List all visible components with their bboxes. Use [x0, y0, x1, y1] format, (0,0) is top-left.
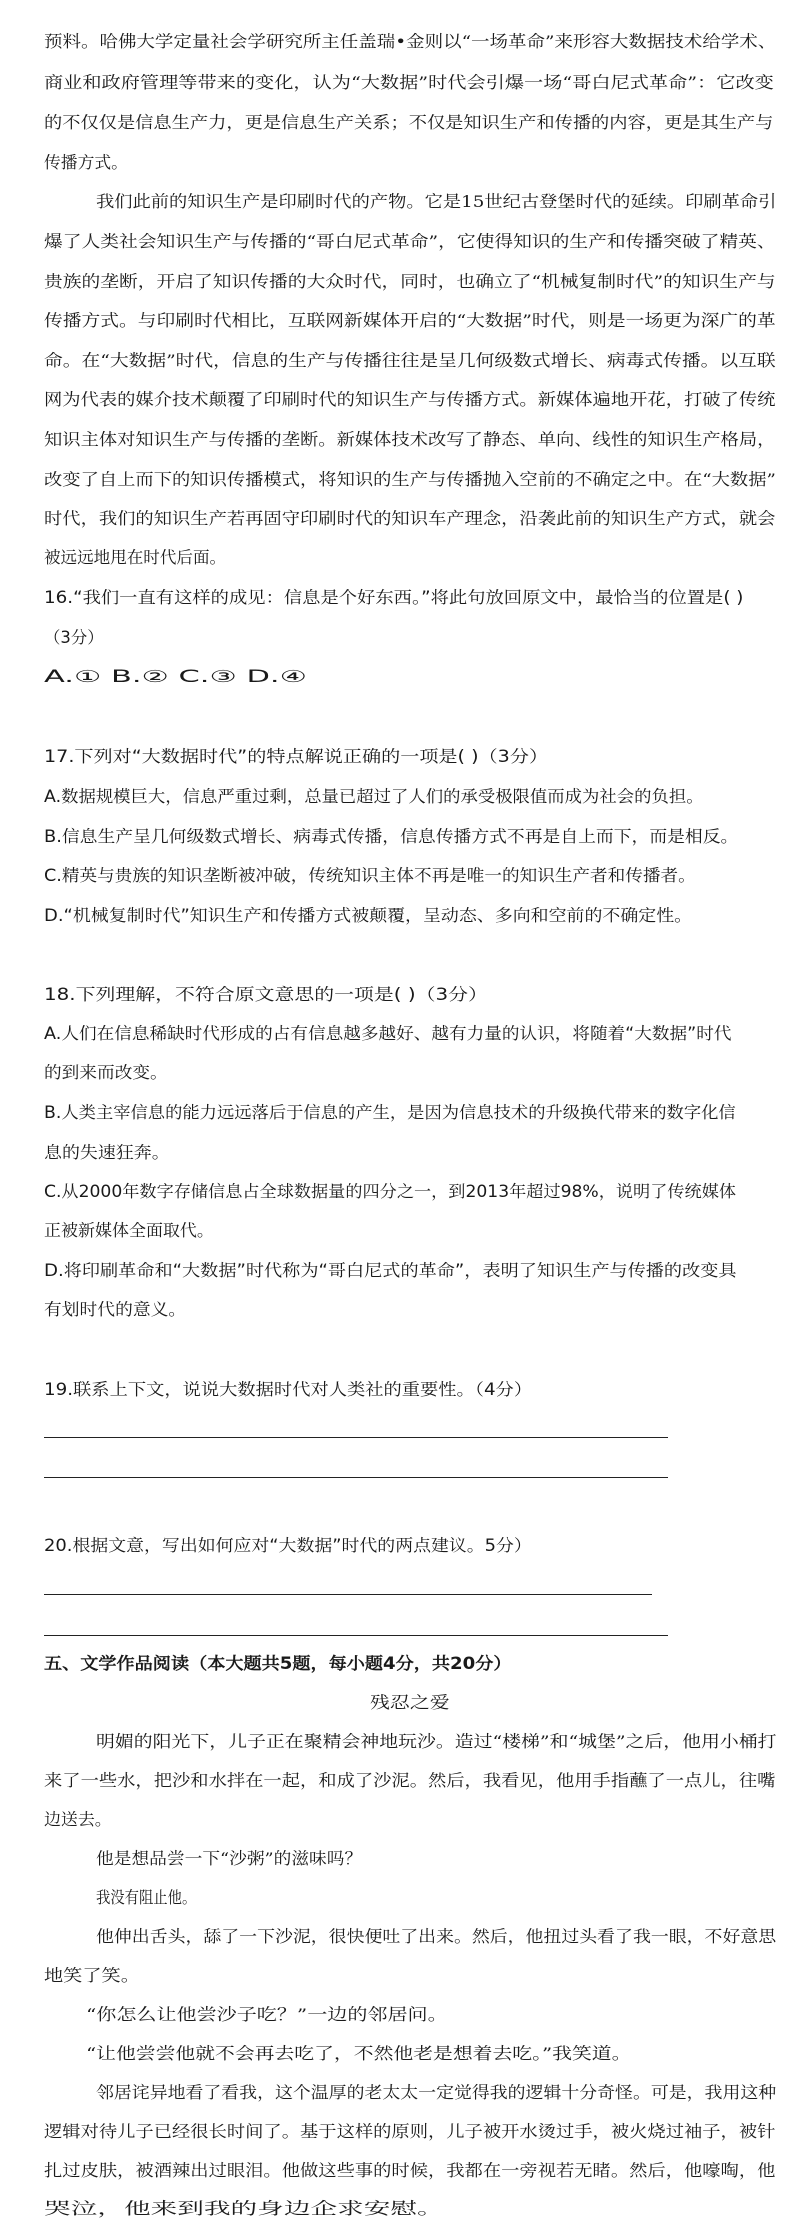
- passage-line: 传播方式。: [44, 153, 128, 172]
- passage-line: 预料。哈佛大学定量社会学研究所主任盖瑞•金则以“一场革命”来形容大数据技术给学术、: [44, 32, 777, 51]
- story-line: 边送去。: [44, 1810, 112, 1829]
- question-18-option-b-cont: 息的失速狂奔。: [44, 1143, 170, 1162]
- story-line: “你怎么让他尝沙子吃？”一边的邻居问。: [86, 2005, 448, 2024]
- story-line: 邻居诧异地看了看我，这个温厚的老太太一定觉得我的逻辑十分奇怪。可是，我用这种: [96, 2083, 777, 2102]
- section-heading: 五、文学作品阅读（本大题共5题，每小题4分，共20分）: [44, 1654, 512, 1673]
- question-16-options: A.① B.② C.③ D.④: [44, 667, 307, 686]
- question-18-option-d: D.将印刷革命和“大数据”时代称为“哥白尼式的革命”，表明了知识生产与传播的改变具: [44, 1261, 737, 1280]
- story-line: 哭泣，他来到我的身边企求安慰。: [44, 2199, 444, 2218]
- passage-line: 爆了人类社会知识生产与传播的“哥白尼式革命”，它使得知识的生产和传播突破了精英、: [44, 232, 776, 251]
- passage-line: 改变了自上而下的知识传播模式，将知识的生产与传播抛入空前的不确定之中。在“大数据”: [44, 470, 776, 489]
- story-title: 残忍之爱: [370, 1693, 450, 1712]
- passage-line: 网为代表的媒介技术颠覆了印刷时代的知识生产与传播方式。新媒体遍地开花，打破了传统: [44, 390, 776, 409]
- answer-line[interactable]: [44, 1594, 652, 1595]
- question-19-stem: 19.联系上下文，说说大数据时代对人类社的重要性。（4分）: [44, 1380, 533, 1399]
- passage-line: 命。在“大数据”时代，信息的生产与传播往往是呈几何级数式增长、病毒式传播。以互联: [44, 351, 776, 370]
- question-16-score: （3分）: [44, 628, 104, 647]
- answer-line[interactable]: [44, 1635, 668, 1636]
- question-18-stem: 18.下列理解，不符合原文意思的一项是( )（3分）: [44, 985, 488, 1004]
- story-line: 来了一些水，把沙和水拌在一起，和成了沙泥。然后，我看见，他用手指蘸了一点儿，往嘴: [44, 1771, 776, 1790]
- question-18-option-c: C.从2000年数字存储信息占全球数据量的四分之一，到2013年超过98%，说明了传统媒体: [44, 1182, 737, 1201]
- question-18-option-d-cont: 有划时代的意义。: [44, 1300, 187, 1319]
- question-17-option-b: B.信息生产呈几何级数式增长、病毒式传播，信息传播方式不再是自上而下，而是相反。: [44, 827, 739, 846]
- answer-line[interactable]: [44, 1437, 668, 1438]
- passage-line: 被远远地甩在时代后面。: [44, 548, 227, 567]
- question-17-option-a: A.数据规模巨大，信息严重过剩，总量已超过了人们的承受极限值而成为社会的负担。: [44, 787, 704, 806]
- story-line: 逻辑对待儿子已经很长时间了。基于这样的原则，儿子被开水烫过手，被火烧过袖子，被针: [44, 2122, 776, 2141]
- passage-line: 传播方式。与印刷时代相比，互联网新媒体开启的“大数据”时代，则是一场更为深广的革: [44, 311, 776, 330]
- story-line: 他伸出舌头，舔了一下沙泥，很快便吐了出来。然后，他扭过头看了我一眼，不好意思: [96, 1927, 777, 1946]
- question-18-option-b: B.人类主宰信息的能力远远落后于信息的产生，是因为信息技术的升级换代带来的数字化信: [44, 1103, 736, 1122]
- question-20-stem: 20.根据文意，写出如何应对“大数据”时代的两点建议。5分）: [44, 1536, 532, 1555]
- passage-line: 的不仅仅是信息生产力，更是信息生产关系；不仅是知识生产和传播的内容，更是其生产与: [44, 113, 774, 132]
- question-16-stem: 16.“我们一直有这样的成见：信息是个好东西。”将此句放回原文中，最恰当的位置是( ): [44, 588, 744, 607]
- story-line: “让他尝尝他就不会再去吃了，不然他老是想着去吃。”我笑道。: [86, 2044, 632, 2063]
- passage-line: 时代，我们的知识生产若再固守印刷时代的知识车产理念，沿袭此前的知识生产方式，就会: [44, 509, 776, 528]
- story-line: 明媚的阳光下，儿子正在聚精会神地玩沙。造过“楼梯”和“城堡”之后，他用小桶打: [96, 1732, 777, 1751]
- story-line: 扎过皮肤，被酒辣出过眼泪。他做这些事的时候，我都在一旁视若无睹。然后，他嚎啕，他: [44, 2161, 776, 2180]
- story-line: 我没有阻止他。: [96, 1888, 197, 1907]
- answer-line[interactable]: [44, 1477, 668, 1478]
- passage-line: 知识主体对知识生产与传播的垄断。新媒体技术改写了静态、单向、线性的知识生产格局，: [44, 430, 776, 449]
- question-17-option-d: D.“机械复制时代”知识生产和传播方式被颠覆，呈动态、多向和空前的不确定性。: [44, 906, 693, 925]
- passage-line: 贵族的垄断，开启了知识传播的大众时代，同时，也确立了“机械复制时代”的知识生产与: [44, 272, 776, 291]
- question-17-stem: 17.下列对“大数据时代”的特点解说正确的一项是( )（3分）: [44, 747, 549, 766]
- question-18-option-c-cont: 正被新媒体全面取代。: [44, 1221, 214, 1240]
- story-line: 地笑了笑。: [44, 1966, 140, 1985]
- story-line: 他是想品尝一下“沙粥”的滋味吗？: [96, 1849, 363, 1868]
- passage-line: 我们此前的知识生产是印刷时代的产物。它是15世纪古登堡时代的延续。印刷革命引: [96, 192, 777, 211]
- question-17-option-c: C.精英与贵族的知识垄断被冲破，传统知识主体不再是唯一的知识生产者和传播者。: [44, 866, 696, 885]
- question-18-option-a-cont: 的到来而改变。: [44, 1063, 168, 1082]
- passage-line: 商业和政府管理等带来的变化，认为“大数据”时代会引爆一场“哥白尼式革命”：它改变: [44, 73, 774, 92]
- question-18-option-a: A.人们在信息稀缺时代形成的占有信息越多越好、越有力量的认识，将随着“大数据”时代: [44, 1024, 732, 1043]
